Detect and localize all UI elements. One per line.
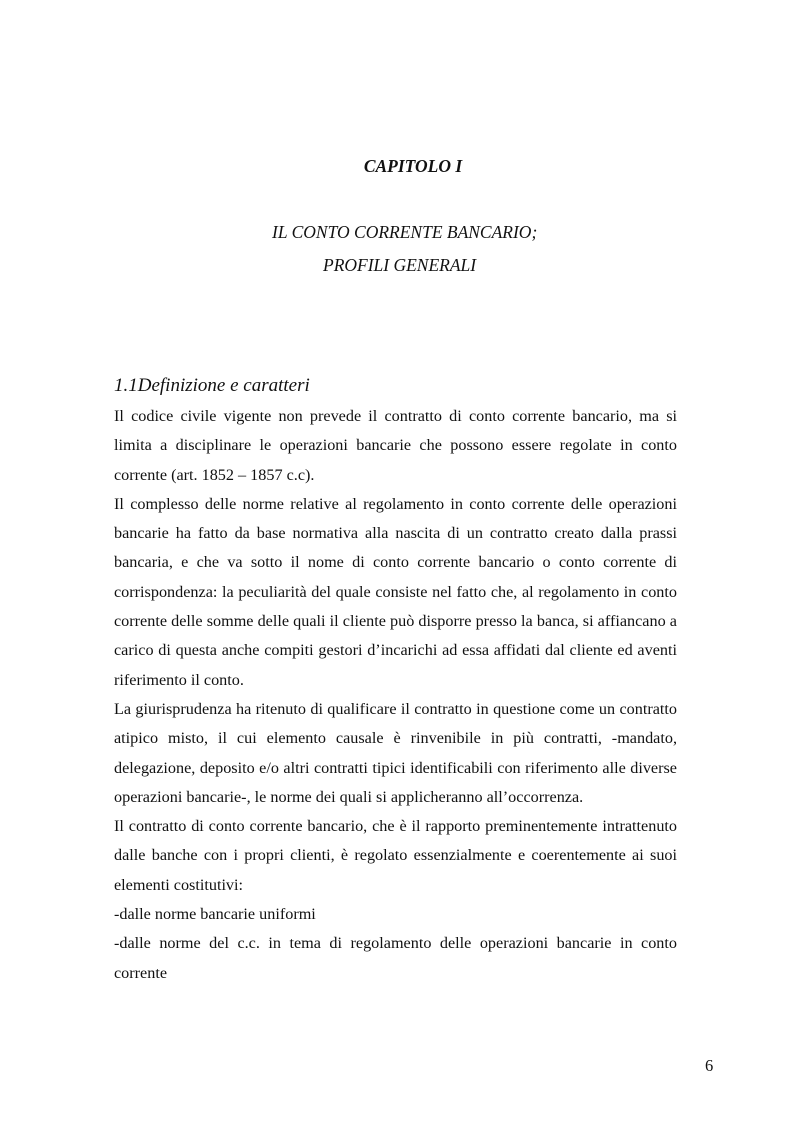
paragraph-2: Il complesso delle norme relative al regolamento in conto corrente delle operazioni bancarie ha fatto da base normativa alla nascita di un contratto creato dalla prassi bancaria, e che va sotto il nome di conto corrente bancario o conto corrente di corrispondenza: la peculiarità del quale consiste nel fatto che, al regolamento in conto corrente delle somme delle quali il cliente può disporre presso la banca, si affiancano a carico di questa anche compiti gestori d’incarichi ad essa affidati dal cliente ed aventi riferimento il conto. [114, 494, 677, 689]
chapter-subtitle-line2: PROFILI GENERALI [323, 255, 477, 275]
paragraph-3: La giurisprudenza ha ritenuto di qualificare il contratto in questione come un contratto atipico misto, il cui elemento causale è rinvenibile in più contratti, -mandato, delegazione, deposito e/o altri contratti tipici identificabili con riferimento alle diverse operazioni bancarie-, le norme dei quali si applicheranno all’occorrenza. [114, 699, 677, 806]
paragraph-4: Il contratto di conto corrente bancario, che è il rapporto preminentemente intrattenuto dalle banche con i propri clienti, è regolato essenzialmente e coerentemente ai suoi elementi costitutivi: [114, 817, 677, 894]
page-number: 6 [705, 1056, 714, 1075]
chapter-title: CAPITOLO I [363, 156, 463, 176]
section-heading: 1.1Definizione e caratteri [114, 375, 310, 396]
body-text [114, 402, 677, 988]
chapter-subtitle-line1: IL CONTO CORRENTE BANCARIO; [272, 222, 538, 242]
list-item: -dalle norme del c.c. in tema di regolamento delle operazioni bancarie in conto corrente [114, 934, 677, 982]
paragraph-1: Il codice civile vigente non prevede il contratto di conto corrente bancario, ma si limita a disciplinare le operazioni bancarie che possono essere regolate in conto corrente (art. 1852 – 1857 c.c). [114, 407, 677, 484]
list-item: -dalle norme bancarie uniformi [114, 905, 316, 924]
